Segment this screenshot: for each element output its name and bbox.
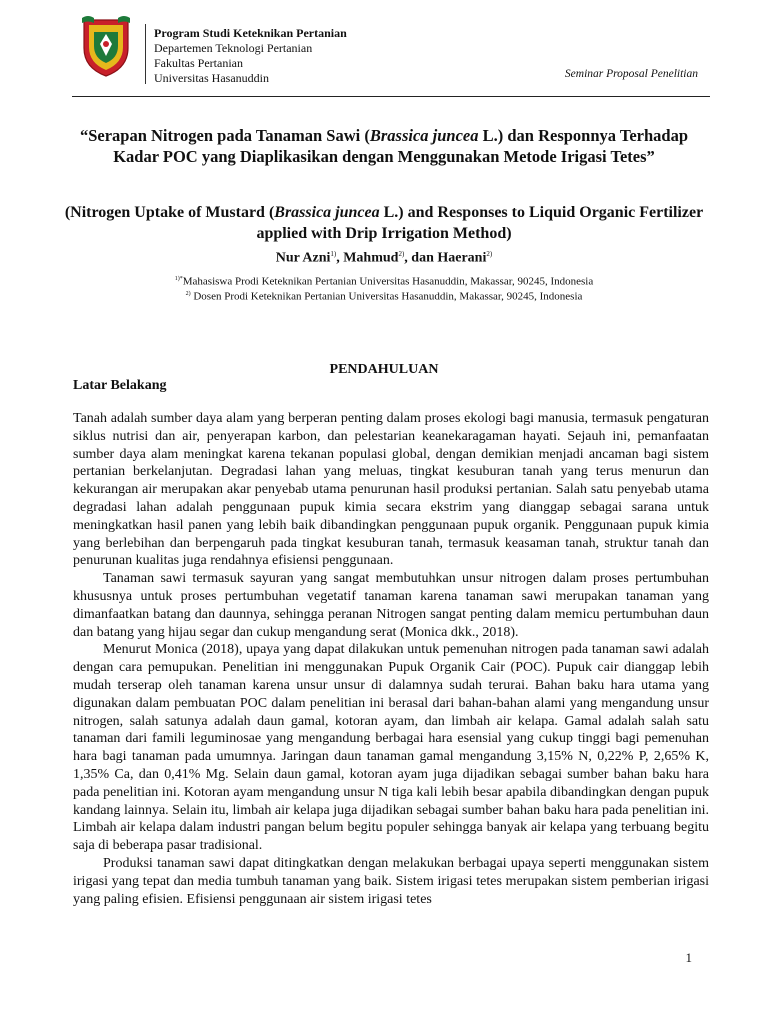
section-heading: PENDAHULUAN xyxy=(329,362,439,377)
affiliation-1-mark: 1)* xyxy=(174,276,183,282)
affiliation-2-mark: 2) xyxy=(185,291,191,297)
paragraph: Produksi tanaman sawi dapat ditingkatkan dengan melakukan berbagai upaya seperti menggunakan sistem irigasi yang tepat dan media tumbuh tanaman yang baik. Sistem irigasi tetes merupakan sistem pemberian irigasi yang paling efisien. Efisiensi penggunaan air sistem irigasi tetes xyxy=(73,855,709,907)
paper-title-english xyxy=(60,202,708,244)
title-part: “Serapan Nitrogen pada Tanaman Sawi ( xyxy=(79,126,370,145)
header-divider xyxy=(145,24,146,84)
department-name: Departemen Teknologi Pertanian xyxy=(154,41,313,55)
header-rule xyxy=(72,96,710,97)
university-name: Universitas Hasanuddin xyxy=(154,71,269,85)
seminar-label: Seminar Proposal Penelitian xyxy=(564,68,698,80)
title-en-part: L.) and Responses to Liquid Organic Fertilizer applied with Drip Irrigation Method) xyxy=(256,204,704,242)
page-number: 1 xyxy=(685,950,692,965)
author-2-mark: 2) xyxy=(398,250,405,258)
program-name: Program Studi Keteknikan Pertanian xyxy=(154,26,347,40)
body-text xyxy=(73,410,709,908)
institution-block xyxy=(154,26,347,86)
affiliation-2-text: Dosen Prodi Keteknikan Pertanian Universitas Hasanuddin, Makassar, 90245, Indonesia xyxy=(190,290,583,303)
author-list xyxy=(60,250,708,267)
affiliation-1-text: Mahasiswa Prodi Keteknikan Pertanian Universitas Hasanuddin, Makassar, 90245, Indonesia xyxy=(182,275,594,288)
university-logo xyxy=(80,14,132,78)
paper-title xyxy=(60,125,708,167)
paragraph: Tanah adalah sumber daya alam yang berperan penting dalam proses ekologi bagi manusia, termasuk pengaturan siklus nutrisi dan air, penyerapan karbon, dan pelestarian keanekaragaman hayati. Sejauh ini, pemanfaatan sumber daya alam meningkat karena tekanan populasi global, dengan demikian menjadi ancaman bagi sistem pertanian berkelanjutan. Degradasi lahan yang meluas, tingkat kesuburan tanah yang terus menurun dan kekurangan air merupakan akar penyebab utama penurunan hasil produksi pertanian. Salah satu penyebab utama degradasi lahan adalah penggunaan pupuk kimia secara ekstrim yang dianggap sebagai sarana untuk meningkatkan hasil panen yang lebih baik dibandingkan penggunaan pupuk organik. Penggunaan pupuk kimia yang berlebihan dan berpengaruh pada tingkat kesuburan tanah, termasuk keasaman tanah, struktur tanah dan penurunan kualitas juga rendahnya efisiensi penggunaan. xyxy=(73,411,709,569)
title-en-part: (Nitrogen Uptake of Mustard ( xyxy=(64,204,275,221)
author-3-mark: 2) xyxy=(486,250,493,258)
author-1: Nur Azni xyxy=(275,250,331,266)
subsection-heading: Latar Belakang xyxy=(73,378,167,393)
affiliation-2 xyxy=(60,287,708,304)
paragraph: Menurut Monica (2018), upaya yang dapat dilakukan untuk pemenuhan nitrogen pada tanaman sawi adalah dengan cara pemupukan. Penelitian ini menggunakan Pupuk Organik Cair (POC). Pupuk cair dianggap lebih mudah terserap oleh tanaman karena unsur unsur di dalamnya sudah terurai. Bahan baku hara utama yang digunakan dalam pembuatan POC dalam penelitian ini berasal dari bahan-bahan alami yang mengandung unsur nitrogen, salah satunya adalah daun gamal, kotoran ayam, dan limbah air kelapa. Gamal adalah salah satu tanaman dari famili leguminosae yang mengandung berbagai hara esensial yang cukup tinggi bagi pemenuhan hara bagi tanaman pada umumnya. Jaringan daun tanaman gamal mengandung 3,15% N, 0,22% P, 2,65% K, 1,35% Ca, dan 0,41% Mg. Selain daun gamal, kotoran ayam juga dijadikan sebagai sumber bahan baku hara pada penelitian ini. Kotoran ayam mengandung unsur N tiga kali lebih besar apabila dibandingkan dengan pupuk kandang lainnya. Selain itu, limbah air kelapa juga dijadikan sebagai sumber bahan baku hara pada penelitian ini. Limbah air kelapa dalam industri pangan belum begitu populer sehingga banyak air kelapa yang terbuang begitu saja di beberapa pasar tradisional. xyxy=(73,642,709,854)
author-2: , Mahmud xyxy=(336,250,399,266)
title-part: L.) dan Responnya Terhadap Kadar POC yang Diaplikasikan dengan Menggunakan Metode Irigasi Tetes” xyxy=(113,126,689,166)
author-1-mark: 1) xyxy=(330,250,337,258)
title-species: Brassica juncea xyxy=(369,126,479,145)
title-en-species: Brassica juncea xyxy=(274,204,380,221)
author-3: , dan Haerani xyxy=(404,250,487,266)
paragraph: Tanaman sawi termasuk sayuran yang sangat membutuhkan unsur nitrogen dalam proses pertumbuhan khususnya untuk proses pertumbuhan vegetatif tanaman karena tanaman sawi merupakan tanaman yang dimanfaatkan batang dan daunnya, sehingga peranan Nitrogen sangat penting dalam memicu pertumbuhan daun dan batang yang hijau segar dan cukup mengandung serat (Monica dkk., 2018). xyxy=(73,571,709,640)
faculty-name: Fakultas Pertanian xyxy=(154,56,243,70)
